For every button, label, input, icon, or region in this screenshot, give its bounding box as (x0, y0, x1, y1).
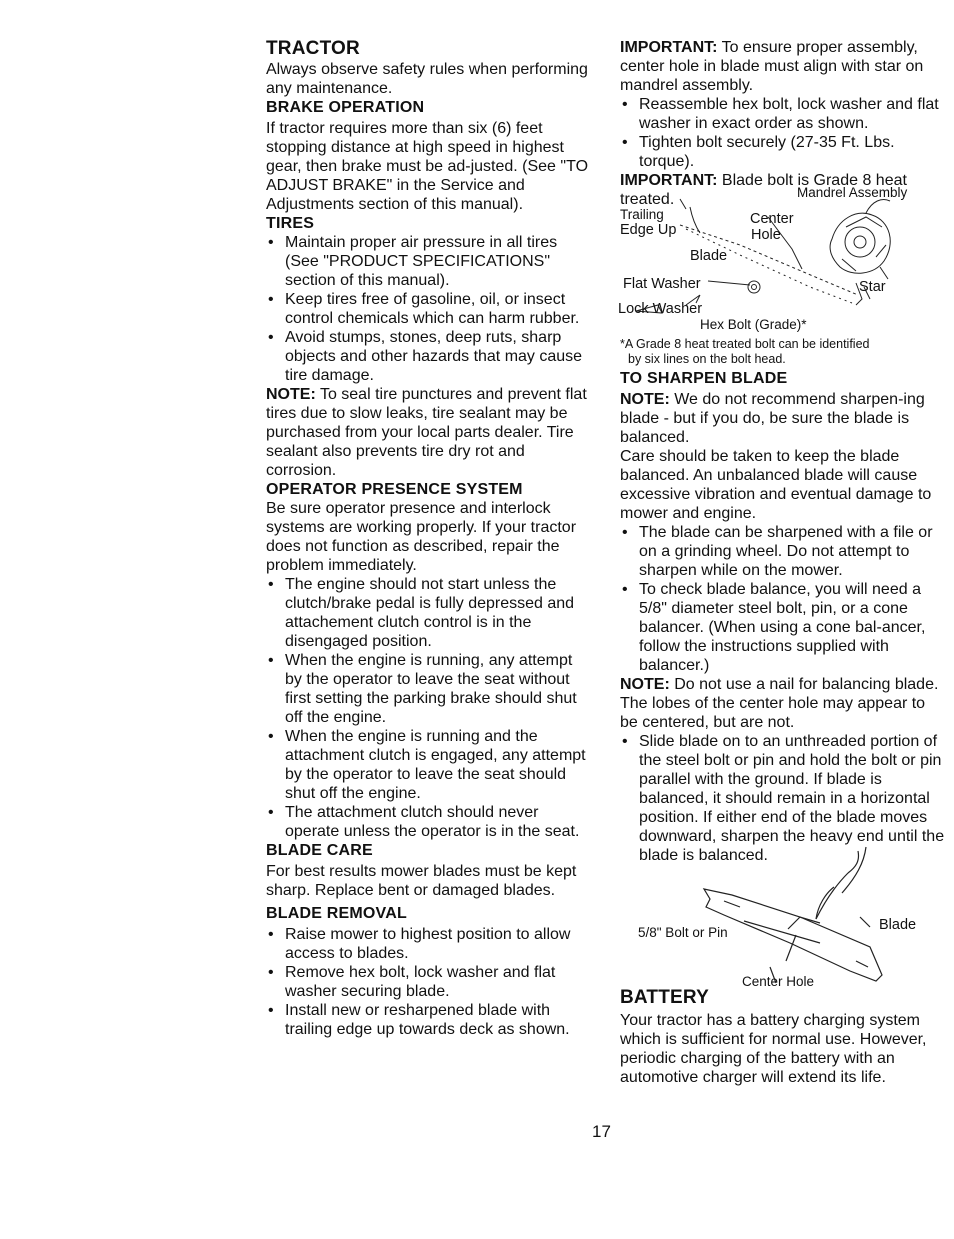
list-item: • Maintain proper air pressure in all tires (See "PRODUCT SPECIFICATIONS" section of this manual). (266, 233, 591, 290)
label-center: Center (750, 211, 794, 227)
sharpen-blade-heading: TO SHARPEN BLADE (620, 370, 788, 387)
brake-operation-heading: BRAKE OPERATION (266, 99, 425, 116)
list-item: • The attachment clutch should never operate unless the operator is in the seat. (266, 803, 591, 841)
blade-removal-heading: BLADE REMOVAL (266, 905, 407, 922)
tractor-text: Always observe safety rules when performing any maintenance. (266, 61, 588, 97)
battery-text: Your tractor has a battery charging system which is sufficient for normal use. However, periodic charging of the battery with an automotive charger will extend its life. (620, 1012, 927, 1086)
important-note-assembly (620, 38, 945, 95)
operator-presence-heading: OPERATOR PRESENCE SYSTEM (266, 481, 523, 498)
list-item: • Avoid stumps, stones, deep ruts, sharp objects and other hazards that may cause tire damage. (266, 328, 591, 385)
sharpen-list (620, 523, 945, 675)
list-item: • To check blade balance, you will need a 5/8" diameter steel bolt, pin, or a cone balancer. (When using a cone bal-ancer, follow the instructions supplied with balancer.) (620, 580, 945, 675)
blade-care-text: For best results mower blades must be kept sharp. Replace bent or damaged blades. (266, 863, 577, 899)
blade-removal-list (266, 925, 591, 1039)
label-bolt-or-pin: 5/8" Bolt or Pin (638, 925, 728, 940)
battery-heading: BATTERY (620, 987, 710, 1008)
sharpen-text: Care should be taken to keep the blade balanced. An unbalanced blade will cause excessive vibration and eventual damage to mower and engine. (620, 448, 932, 522)
list-item: • When the engine is running, any attempt by the operator to leave the seat without first setting the parking brake should shut off the engine. (266, 651, 591, 727)
list-item: • Keep tires free of gasoline, oil, or insect control chemicals which can harm rubber. (266, 290, 591, 328)
tires-heading: TIRES (266, 215, 315, 232)
list-item: • Tighten bolt securely (27-35 Ft. Lbs. torque). (620, 133, 945, 171)
label-star: Star (859, 279, 886, 295)
balance-list (620, 732, 945, 865)
tractor-heading: TRACTOR (266, 38, 360, 59)
note-text: We do not recommend sharpen-ing blade - but if you do, be sure the blade is balanced. (620, 391, 925, 446)
list-item: • The blade can be sharpened with a file or on a grinding wheel. Do not attempt to sharpen while on the mower. (620, 523, 945, 580)
note-label: NOTE: (620, 391, 670, 408)
blade-balance-diagram (620, 871, 945, 1001)
label-edge-up: Edge Up (620, 222, 677, 238)
important-text: Blade bolt is Grade 8 heat treated. (620, 172, 907, 208)
note-label: NOTE: (620, 676, 670, 693)
note-label: NOTE: (266, 386, 316, 403)
label-lock-washer: Lock Washer (618, 301, 703, 317)
assembly-list (620, 95, 945, 171)
page-number: 17 (592, 1122, 611, 1141)
tires-list (266, 233, 591, 385)
list-item: • Reassemble hex bolt, lock washer and flat washer in exact order as shown. (620, 95, 945, 133)
list-item: • Install new or resharpened blade with trailing edge up towards deck as shown. (266, 1001, 591, 1039)
blade-care-heading: BLADE CARE (266, 842, 373, 859)
label-hex-bolt: Hex Bolt (Grade)* (700, 317, 807, 332)
footnote-line-1: *A Grade 8 heat treated bolt can be identified (620, 337, 870, 351)
list-item: • Raise mower to highest position to allow access to blades. (266, 925, 591, 963)
label-flat-washer: Flat Washer (623, 276, 701, 292)
note-text: To seal tire punctures and prevent flat tires due to slow leaks, tire sealant may be purchased from your local parts dealer. Tire sealant also prevents tire dry rot and corrosion. (266, 386, 587, 479)
blade-assembly-illustration (620, 187, 945, 319)
important-label: IMPORTANT: (620, 172, 718, 189)
operator-presence-text: Be sure operator presence and interlock systems are working properly. If your tractor does not function as described, repair the problem immediately. (266, 500, 577, 574)
footnote-line-2: by six lines on the bolt head. (628, 352, 786, 366)
brake-operation-text: If tractor requires more than six (6) feet stopping distance at high speed in highest gear, then brake must be ad-justed. (See "TO ADJUST BRAKE" in the Service and Adjustments section of this manual). (266, 120, 589, 213)
list-item: • Remove hex bolt, lock washer and flat washer securing blade. (266, 963, 591, 1001)
list-item: • When the engine is running and the attachment clutch is engaged, any attempt by the operator to leave the seat should shut off the engine. (266, 727, 591, 803)
note-text: Do not use a nail for balancing blade. The lobes of the center hole may appear to be centered, but are not. (620, 676, 939, 731)
label-center-hole: Center Hole (742, 974, 815, 989)
list-item: • The engine should not start unless the clutch/brake pedal is fully depressed and attachement clutch control is in the disengaged position. (266, 575, 591, 651)
tires-note (266, 385, 591, 480)
label-blade-2: Blade (879, 917, 917, 933)
list-item: • Slide blade on to an unthreaded portion of the steel bolt or pin and hold the bolt or pin parallel with the ground. If blade is balanced, it should remain in a horizontal position. If either end of the blade moves downward, sharpen the heavy end until the blade is balanced. (620, 732, 945, 865)
important-text: To ensure proper assembly, center hole in blade must align with star on mandrel assembly. (620, 39, 924, 94)
sharpen-note (620, 390, 945, 447)
right-column (620, 38, 945, 1087)
label-mandrel-assembly: Mandrel Assembly (797, 185, 908, 200)
operator-presence-list (266, 575, 591, 841)
left-column (266, 38, 591, 1039)
label-trailing: Trailing (620, 207, 664, 222)
nail-note (620, 675, 945, 732)
label-hole: Hole (751, 227, 781, 243)
label-blade: Blade (690, 248, 728, 264)
important-label: IMPORTANT: (620, 39, 718, 56)
blade-assembly-diagram (618, 185, 945, 332)
